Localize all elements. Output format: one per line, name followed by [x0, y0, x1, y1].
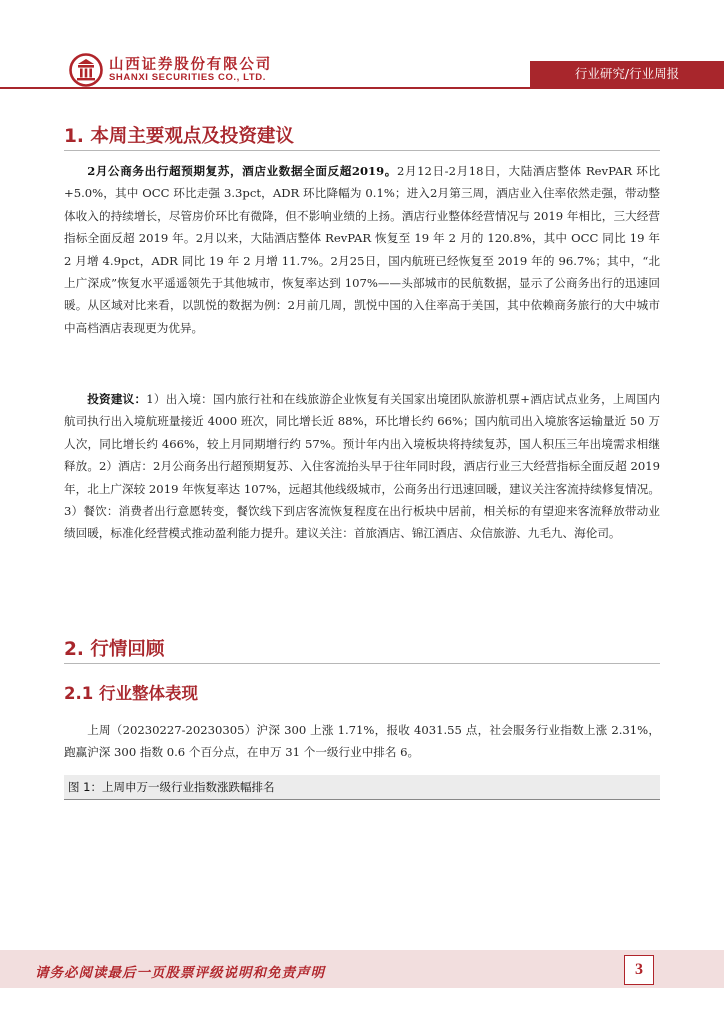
building-logo-icon: [69, 53, 103, 87]
paragraph-body: 1）出入境：国内旅行社和在线旅游企业恢复有关国家出境团队旅游机票+酒店试点业务，上周国内航司执行出入境航班量接近 4000 班次，同比增长近 88%，环比增长约 66%；国内航司出入境旅客运输量近 50 万人次，同比增长约 466%，较上月同期增行约 57%。预计年内出入境板块将持续复苏，国人积压三年出境需求相继释放。2）酒店：2月公商务出行超预期复苏、入住客流抬头早于往年同时段，酒店行业三大经营指标全面反超 2019 年，北上广深较 2019 年恢复率达 107%，远超其他线级城市，公商务出行迅速回暖，建议关注客流持续修复情况。3）餐饮：消费者出行意愿转变，餐饮线下到店客流恢复程度在出行板块中居前，相关标的有望迎来客流释放带动业绩回暖，标准化经营模式推动盈利能力提升。建议关注：首旅酒店、锦江酒店、众信旅游、九毛九、海伦司。: [64, 392, 660, 541]
section-2-title: 2. 行情回顾: [64, 639, 165, 660]
company-name-en: SHANXI SECURITIES CO., LTD.: [109, 72, 266, 83]
paragraph-lead: 投资建议：: [87, 392, 147, 406]
section-1-rule: [64, 150, 660, 151]
subsection-2-1-title: 2.1 行业整体表现: [64, 684, 198, 703]
page-number: 3: [624, 955, 654, 985]
paragraph-investment-advice: [64, 388, 660, 545]
paragraph-lead: 2月公商务出行超预期复苏，酒店业数据全面反超2019。: [87, 164, 397, 178]
page-footer: [0, 950, 724, 988]
figure-caption-bar: [64, 775, 660, 800]
section-2-rule: [64, 663, 660, 664]
figure-caption: 图 1：上周申万一级行业指数涨跌幅排名: [68, 780, 275, 794]
report-type-tag: 行业研究/行业周报: [530, 61, 724, 87]
section-1-title: 1. 本周主要观点及投资建议: [64, 126, 294, 147]
header-divider: [0, 87, 724, 89]
paragraph-market-review: 上周（20230227-20230305）沪深 300 上涨 1.71%，报收 4031.55 点，社会服务行业指数上涨 2.31%，跑赢沪深 300 指数 0.6 个百分点，在申万 31 个一级行业中排名 6。: [64, 723, 660, 760]
paragraph-hotel-recovery: [64, 160, 660, 339]
company-name-cn: 山西证券股份有限公司: [109, 57, 272, 73]
page-header: [0, 0, 724, 118]
footer-disclaimer: 请务必阅读最后一页股票评级说明和免责声明: [35, 965, 325, 981]
paragraph-body: 2月12日-2月18日，大陆酒店整体 RevPAR 环比+5.0%，其中 OCC 环比走强 3.3pct，ADR 环比降幅为 0.1%；进入2月第三周，酒店业入住率依然走强，带动整体收入的持续增长，尽管房价环比有微降，但不影响业绩的上扬。酒店行业整体经营情况与 2019 年相比，三大经营指标全面反超 2019 年。2月以来，大陆酒店整体 RevPAR 恢复至 19 年 2 月的 120.8%，其中 OCC 同比 19 年 2 月增 4.9pct，ADR 同比 19 年 2 月增 11.7%。2月25日，国内航班已经恢复至 2019 年的 96.7%；其中，“北上广深成”恢复水平遥遥领先于其他城市，恢复率达到 107%——头部城市的民航数据，显示了公商务出行的迅速回暖。从区域对比来看，以凯悦的数据为例：2月前几周，凯悦中国的入住率高于美国，其中依赖商务旅行的大中城市中高档酒店表现更为优异。: [64, 164, 660, 335]
